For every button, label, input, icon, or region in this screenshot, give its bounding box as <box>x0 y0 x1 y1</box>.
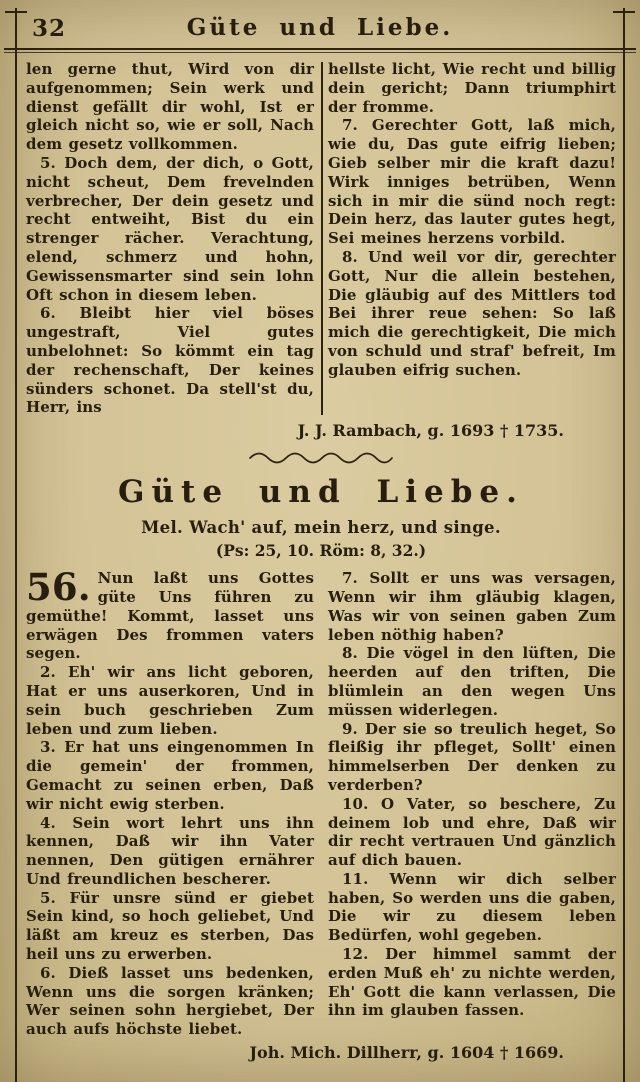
verse-paragraph: 12. Der himmel sammt der erden Muß eh' zu nichte werden, Eh' Gott die kann verlassen, Die ihn im glauben fassen. <box>328 945 616 1020</box>
verse-paragraph: 7. Sollt er uns was versagen, Wenn wir ihm gläubig klagen, Was wir von seinen gaben Zum leben nöthig haben? <box>328 569 616 644</box>
running-title: Güte und Liebe. <box>186 14 454 41</box>
verse-paragraph: len gerne thut, Wird von dir aufgenommen; Sein werk und dienst gefällt dir wohl, Ist er gleich nicht so, wie er soll, Nach dem gesetz vollkommen. <box>26 60 314 154</box>
left-column <box>26 60 314 417</box>
divider-squiggle-icon <box>26 449 616 468</box>
verse-paragraph: 4. Sein wort lehrt uns ihn kennen, Daß wir ihn Vater nennen, Den gütigen ernährer Und freundlichen bescherer. <box>26 813 314 888</box>
page-content <box>0 60 640 1062</box>
hymn-56 <box>26 565 616 1039</box>
verse-paragraph: 2. Eh' wir ans licht geboren, Hat er uns auserkoren, Und in sein buch geschrieben Zum leben und zum lieben. <box>26 663 314 738</box>
verse-paragraph: 5. Doch dem, der dich, o Gott, nicht scheut, Dem frevelnden verbrecher, Der dein gesetz und recht entweiht, Bist du ein strenger rächer. Verachtung, elend, schmerz und hohn, Gewissensmarter sind sein lohn Oft schon in diesem leben. <box>26 153 314 304</box>
verse-paragraph: 11. Wenn wir dich selber haben, So werden uns die gaben, Die wir zu diesem leben Bedürfen, wohl gegeben. <box>328 869 616 945</box>
hymn-55-continued <box>26 60 616 417</box>
header-rule-thin <box>4 52 636 53</box>
author-attribution: J. J. Rambach, g. 1693 † 1735. <box>297 421 564 441</box>
scripture-reference: (Ps: 25, 10. Röm: 8, 32.) <box>215 541 427 561</box>
verse-paragraph: 9. Der sie so treulich heget, So fleißig ihr pfleget, Sollt' einen himmelserben Der denken zu verderben? <box>328 719 616 794</box>
verse-paragraph: 6. Dieß lasset uns bedenken, Wenn uns die sorgen kränken; Wer seinen sohn hergiebet, Der auch aufs höchste liebet. <box>26 963 314 1039</box>
verse-text: Nun laßt uns Gottes güte Uns führen zu gemüthe! Kommt, lasset uns erwägen Des frommen vaters segen. <box>26 569 314 663</box>
section-title: Güte und Liebe. <box>118 474 524 511</box>
page-number: 32 <box>32 15 67 42</box>
verse-paragraph: 8. Die vögel in den lüften, Die heerden auf den triften, Die blümlein an den wegen Uns müssen widerlegen. <box>328 644 616 719</box>
hymn-number: 56. <box>26 565 91 610</box>
verse-paragraph: 7. Gerechter Gott, laß mich, wie du, Das gute eifrig lieben; Gieb selber mir die kraft dazu! Wirk inniges betrüben, Wenn sich in mir die sünd noch regt: Dein herz, das lauter gutes hegt, Sei meines herzens vorbild. <box>328 116 616 248</box>
page-border-right-line <box>623 8 625 1082</box>
verse-paragraph: 8. Und weil vor dir, gerechter Gott, Nur die allein bestehen, Die gläubig auf des Mittlers tod Bei ihrer reue sehen: So laß mich die gerechtigkeit, Die mich von schuld und straf' befreit, Im glauben eifrig suchen. <box>328 247 616 379</box>
page-border-left-line <box>15 8 17 1082</box>
author-attribution: Joh. Mich. Dillherr, g. 1604 † 1669. <box>249 1043 564 1063</box>
melody-line: Mel. Wach' auf, mein herz, und singe. <box>141 518 501 538</box>
verse-paragraph: 5. Für unsre sünd er giebet Sein kind, so hoch geliebet, Und läßt am kreuz es sterben, Das heil uns zu erwerben. <box>26 888 314 964</box>
right-column <box>328 569 616 1039</box>
header-rule <box>4 48 636 50</box>
left-column <box>26 565 314 1039</box>
right-column <box>328 60 616 417</box>
page-header <box>0 0 640 48</box>
verse-paragraph: 3. Er hat uns eingenommen In die gemein' der frommen, Gemacht zu seinen erben, Daß wir nicht ewig sterben. <box>26 738 314 813</box>
verse-paragraph: 10. O Vater, so beschere, Zu deinem lob und ehre, Daß wir dir recht vertrauen Und gänzlich auf dich bauen. <box>328 794 616 870</box>
verse-paragraph: 6. Bleibt hier viel böses ungestraft, Viel gutes unbelohnet: So kömmt ein tag der rechenschaft, Der keines sünders schonet. Da stell'st du, Herr, ins <box>26 304 314 417</box>
verse-paragraph: hellste licht, Wie recht und billig dein gericht; Dann triumphirt der fromme. <box>328 60 616 116</box>
verse-paragraph <box>26 565 314 663</box>
